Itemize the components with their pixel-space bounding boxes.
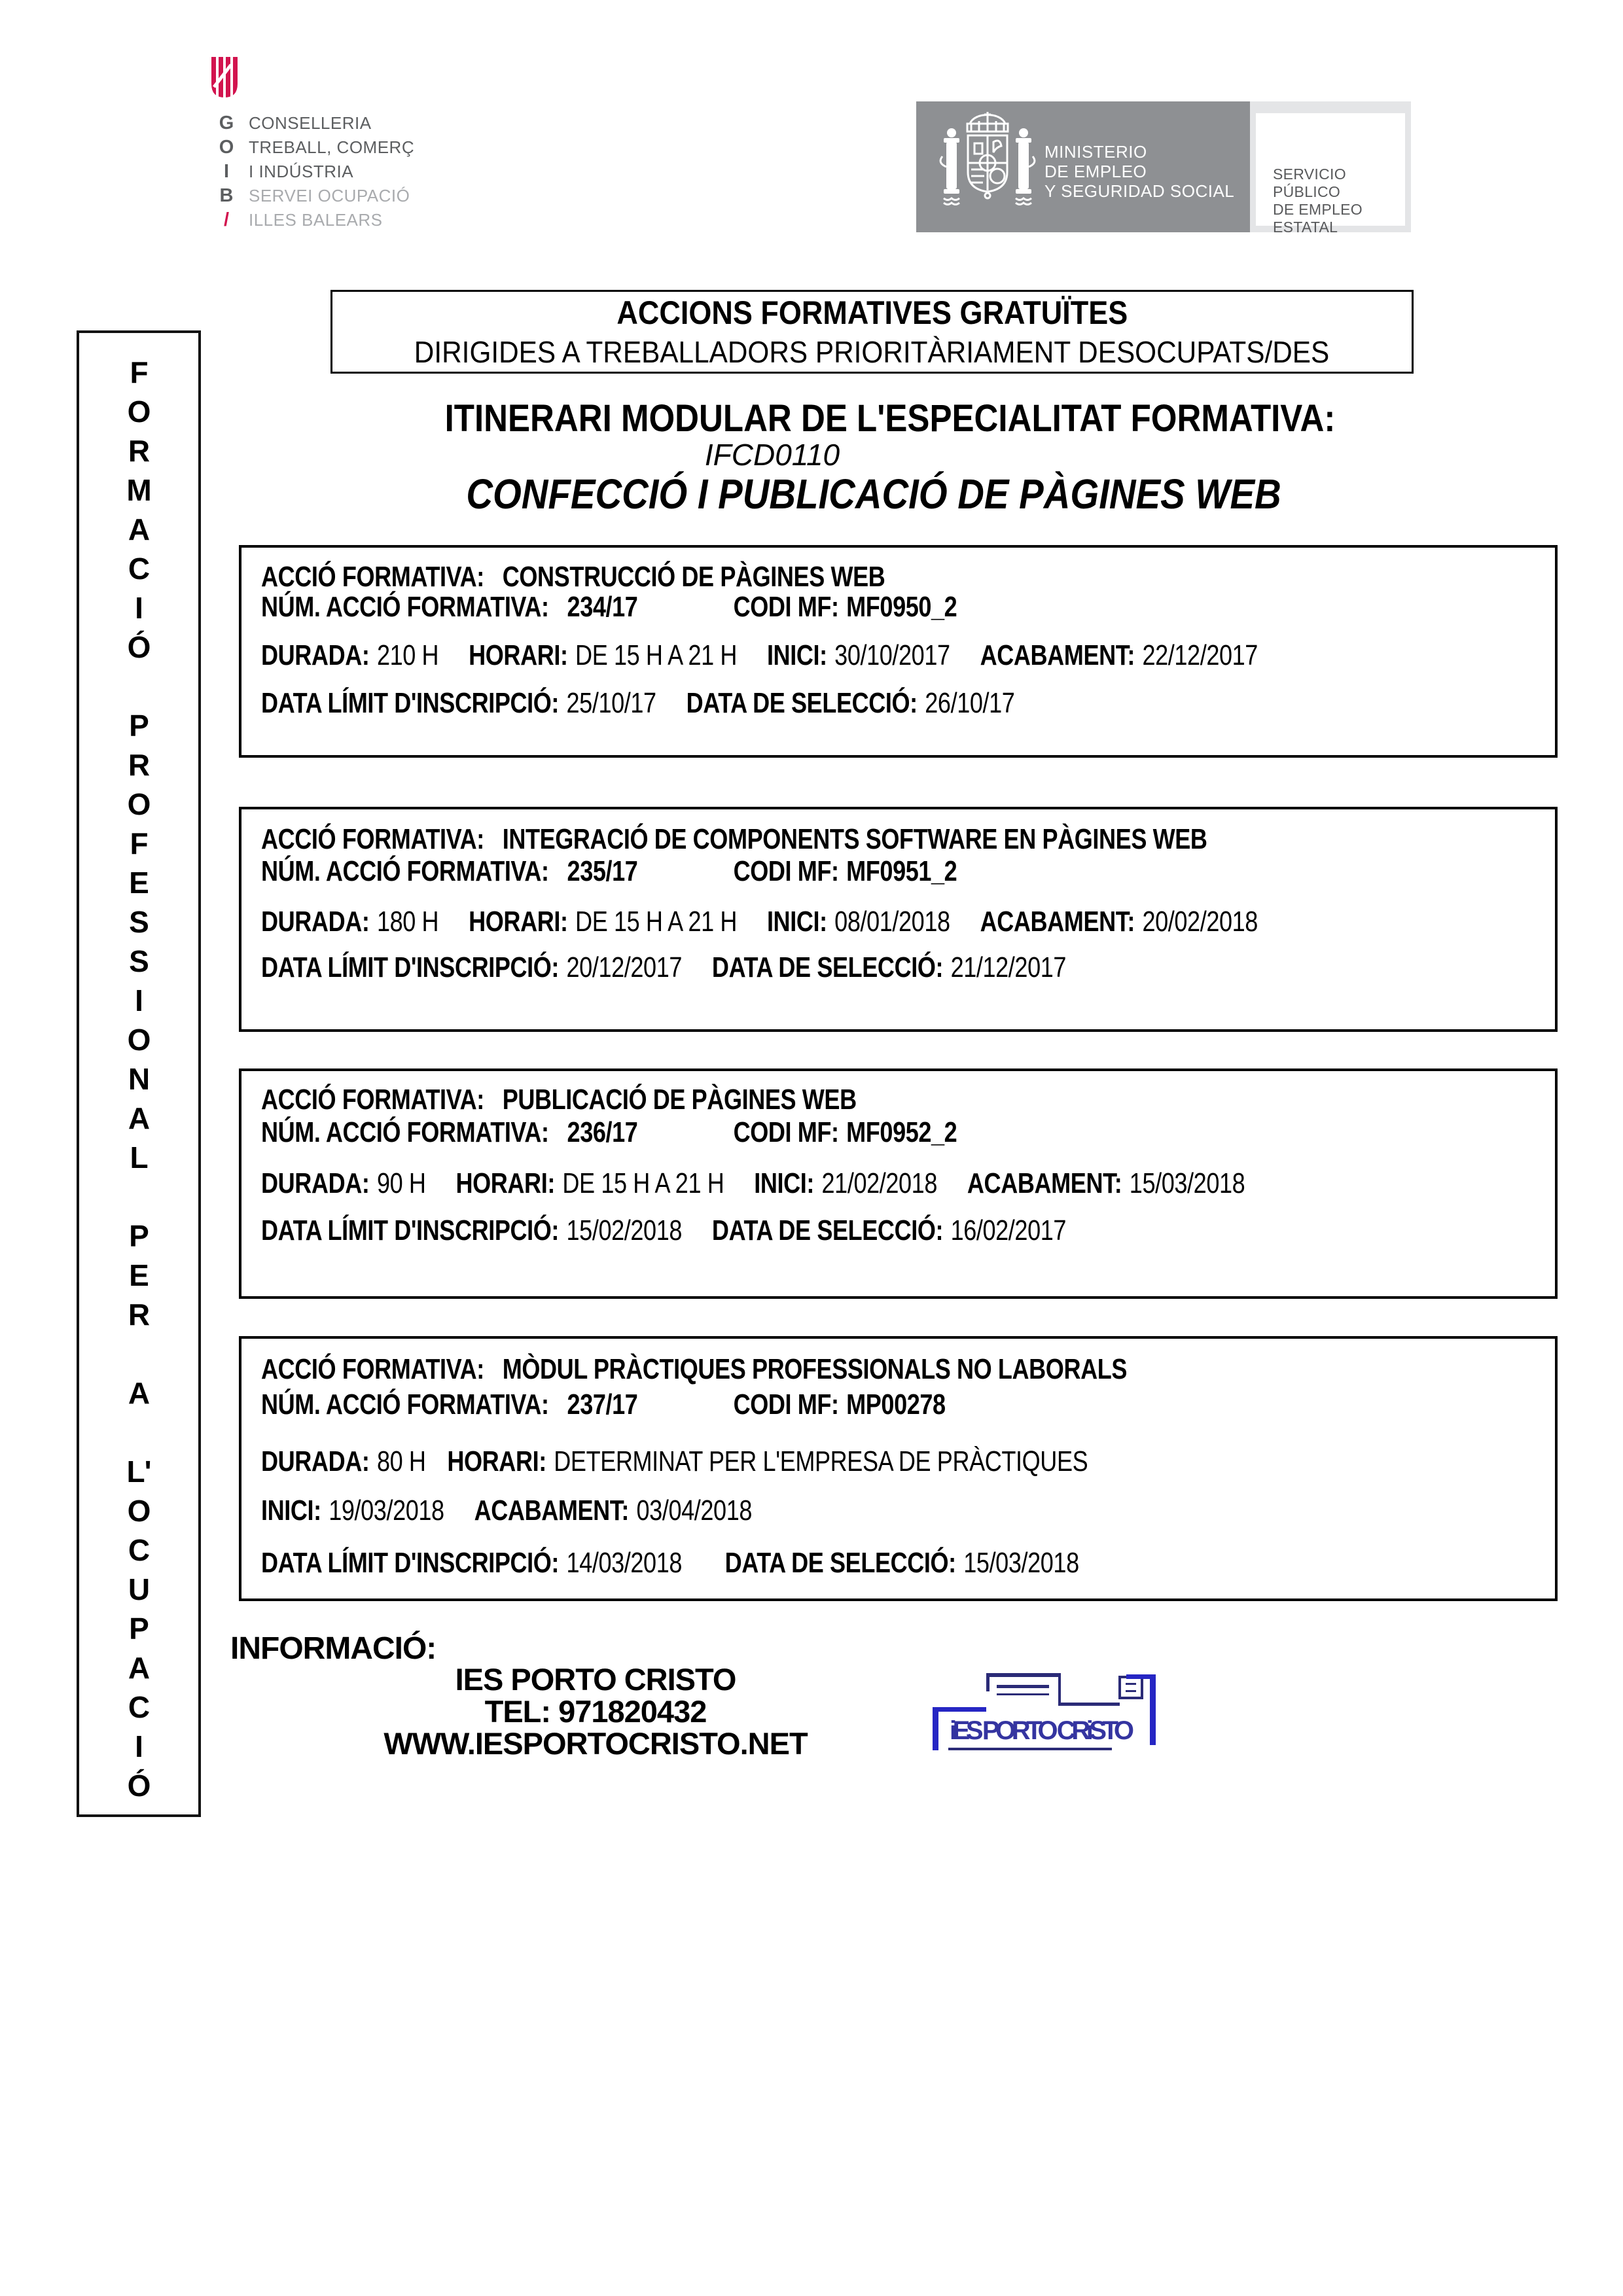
sidebar-letter: S [129,944,149,978]
ies-logo-text: iES PORTO CRiSTO [950,1716,1134,1745]
program-code: IFCD0110 [704,438,840,472]
goib-org-line: SERVEI OCUPACIÓ [249,186,410,205]
sidebar-letter: U [128,1572,150,1606]
info-contact-block [366,1663,825,1759]
inici-label: INICI: [261,1494,321,1527]
durada-label: DURADA: [261,1445,370,1477]
horari-value: DE 15 H A 21 H [575,906,738,938]
sidebar-letter: R [128,748,150,782]
course-num-row [261,856,957,887]
data-limit-value: 15/02/2018 [566,1214,683,1246]
sidebar-letter: F [130,355,148,389]
banner-title: ACCIONS FORMATIVES GRATUÏTES [616,294,1128,331]
sidebar-letter: C [128,1690,150,1724]
sidebar-letter: R [128,434,150,468]
program-name: CONFECCIÓ I PUBLICACIÓ DE PÀGINES WEB [466,470,1281,518]
inici-value: 08/01/2018 [834,906,950,938]
course-dates-row [261,952,1066,983]
data-limit-label: DATA LÍMIT D'INSCRIPCIÓ: [261,687,560,719]
horari-value: DE 15 H A 21 H [562,1167,724,1199]
inici-value: 30/10/2017 [834,639,950,671]
inici-label: INICI: [754,1167,815,1199]
course-num-row [261,1389,946,1421]
course-box-3 [239,1069,1558,1299]
durada-label: DURADA: [261,1167,370,1199]
course-num-row [261,1117,957,1148]
data-seleccio-label: DATA DE SELECCIÓ: [711,951,944,983]
goib-org-line: TREBALL, COMERÇ [249,137,415,157]
course-schedule-row [261,640,1258,671]
sidebar-letter: R [128,1298,150,1332]
data-limit-value: 14/03/2018 [566,1547,683,1579]
sidebar-letter: A [128,1101,150,1135]
inici-value: 19/03/2018 [329,1494,444,1527]
num-accio-label: NÚM. ACCIÓ FORMATIVA: [261,591,549,623]
durada-value: 90 H [376,1167,426,1199]
goib-slash-icon: / [223,209,230,230]
accio-formativa-value: PUBLICACIÓ DE PÀGINES WEB [502,1084,857,1116]
sidebar-letter: C [128,1533,150,1567]
goib-row [213,111,414,135]
ies-porto-cristo-logo [926,1665,1168,1763]
codi-mf-label: CODI MF: [733,855,839,887]
goib-row [213,184,414,208]
goib-row [213,160,414,184]
sidebar-letter: P [129,1219,149,1253]
acabament-value: 22/12/2017 [1142,639,1258,671]
banner-subtitle: DIRIGIDES A TREBALLADORS PRIORITÀRIAMENT DESOCUPATS/DES [414,335,1330,369]
goib-org-line: CONSELLERIA [249,113,372,133]
data-seleccio-value: 26/10/17 [925,687,1015,719]
accio-formativa-label: ACCIÓ FORMATIVA: [261,823,484,855]
inici-label: INICI: [766,906,827,938]
accio-formativa-value: MÒDUL PRÀCTIQUES PROFESSIONALS NO LABORALS [502,1353,1128,1385]
ministry-name-line: Y SEGURIDAD SOCIAL [1044,181,1235,201]
sidebar-letter: Ó [127,1769,151,1803]
sidebar-letter: O [127,395,151,429]
codi-mf-label: CODI MF: [733,1388,839,1421]
acabament-label: ACABAMENT: [967,1167,1122,1199]
goib-acronym-letter: G [219,113,234,133]
data-limit-label: DATA LÍMIT D'INSCRIPCIÓ: [261,1547,560,1579]
goib-org-line: ILLES BALEARS [249,210,383,230]
sepe-badge [1250,101,1411,236]
codi-mf-value: MF0950_2 [846,591,957,623]
course-box-1 [239,545,1558,758]
goib-acronym-letter: O [219,137,234,158]
acabament-label: ACABAMENT: [980,639,1135,671]
goib-text-block [213,111,414,232]
horari-value: DETERMINAT PER L'EMPRESA DE PRÀCTIQUES [554,1445,1088,1477]
accio-formativa-label: ACCIÓ FORMATIVA: [261,1084,484,1116]
durada-value: 210 H [376,639,439,671]
goib-acronym-letter: I [223,161,230,182]
codi-mf-value: MP00278 [846,1388,946,1421]
sidebar-letter: I [135,983,143,1017]
acabament-value: 15/03/2018 [1129,1167,1245,1199]
horari-value: DE 15 H A 21 H [575,639,738,671]
inici-label: INICI: [766,639,827,671]
sidebar-letter: M [126,473,151,507]
codi-mf-label: CODI MF: [733,591,839,623]
accio-formativa-label: ACCIÓ FORMATIVA: [261,1353,484,1385]
sepe-badge-panel [1256,113,1405,236]
data-seleccio-value: 15/03/2018 [963,1547,1079,1579]
data-limit-label: DATA LÍMIT D'INSCRIPCIÓ: [261,1214,560,1246]
ministry-name-line: MINISTERIO [1044,142,1147,162]
info-center-name: IES PORTO CRISTO [455,1662,736,1697]
data-limit-value: 25/10/17 [566,687,656,719]
sepe-name-line: SERVICIO PÚBLICO [1273,166,1346,200]
codi-mf-label: CODI MF: [733,1116,839,1148]
course-dates-row [261,1215,1066,1246]
data-limit-value: 20/12/2017 [566,951,683,983]
ministry-name [1044,142,1234,201]
sidebar-letter: S [129,905,149,939]
horari-label: HORARI: [455,1167,555,1199]
sidebar-letter: A [128,512,150,546]
course-title-row [261,1084,857,1116]
num-accio-label: NÚM. ACCIÓ FORMATIVA: [261,1116,549,1148]
accio-formativa-value: INTEGRACIÓ DE COMPONENTS SOFTWARE EN PÀGINES WEB [502,823,1207,855]
ministry-logo [916,101,1250,232]
vertical-sidebar [77,330,201,1817]
sidebar-letter: L [130,1140,148,1174]
durada-label: DURADA: [261,639,370,671]
acabament-value: 20/02/2018 [1142,906,1258,938]
sepe-name [1273,166,1405,236]
sidebar-letter: O [127,1023,151,1057]
sidebar-letter: I [135,1729,143,1763]
info-tel: TEL: 971820432 [484,1694,707,1729]
program-title: ITINERARI MODULAR DE L'ESPECIALITAT FORMATIVA: [444,397,1336,440]
spain-coat-of-arms-icon [938,109,1037,221]
data-seleccio-label: DATA DE SELECCIÓ: [686,687,918,719]
data-seleccio-label: DATA DE SELECCIÓ: [724,1547,956,1579]
num-accio-label: NÚM. ACCIÓ FORMATIVA: [261,855,549,887]
num-accio-label: NÚM. ACCIÓ FORMATIVA: [261,1388,549,1421]
course-inici-row [261,1495,752,1527]
data-seleccio-value: 16/02/2017 [950,1214,1067,1246]
goib-row [213,208,414,232]
course-dates-row [261,1547,1079,1579]
sidebar-letter: A [128,1376,150,1410]
sidebar-letter: L' [126,1455,151,1489]
num-accio-value: 236/17 [567,1116,638,1148]
sidebar-letter: P [129,1612,149,1646]
sidebar-letter: E [129,1258,149,1292]
sidebar-letters [79,333,198,1805]
course-num-row [261,592,957,623]
sidebar-letter: C [128,552,150,586]
num-accio-value: 235/17 [567,855,638,887]
data-seleccio-label: DATA DE SELECCIÓ: [711,1214,944,1246]
course-dates-row [261,688,1014,719]
info-label: INFORMACIÓ: [230,1631,437,1666]
acabament-label: ACABAMENT: [980,906,1135,938]
goib-row [213,135,414,160]
durada-value: 180 H [376,906,439,938]
sidebar-letter: E [129,866,149,900]
sidebar-letter: O [127,787,151,821]
horari-label: HORARI: [469,906,568,938]
acabament-value: 03/04/2018 [636,1494,753,1527]
goib-shield-icon [211,56,238,98]
sidebar-letter: P [129,709,149,743]
inici-value: 21/02/2018 [821,1167,937,1199]
horari-label: HORARI: [469,639,568,671]
goib-org-line: I INDÚSTRIA [249,162,354,181]
data-limit-label: DATA LÍMIT D'INSCRIPCIÓ: [261,951,560,983]
codi-mf-value: MF0952_2 [846,1116,957,1148]
data-seleccio-value: 21/12/2017 [950,951,1067,983]
goib-acronym-letter: B [219,185,234,206]
ministry-name-line: DE EMPLEO [1044,162,1147,181]
acabament-label: ACABAMENT: [474,1494,630,1527]
num-accio-value: 237/17 [567,1388,638,1421]
course-title-row [261,1354,1127,1385]
sidebar-letter: A [128,1651,150,1685]
sidebar-letter: O [127,1494,151,1528]
horari-label: HORARI: [447,1445,546,1477]
num-accio-value: 234/17 [567,591,638,623]
sepe-name-line: DE EMPLEO ESTATAL [1273,201,1363,236]
codi-mf-value: MF0951_2 [846,855,957,887]
course-box-4 [239,1336,1558,1601]
course-schedule-row [261,906,1258,938]
course-schedule-row [261,1446,1088,1477]
course-title-row [261,561,885,593]
course-title-row [261,824,1207,855]
course-box-2 [239,807,1558,1032]
sidebar-letter: I [135,591,143,625]
sidebar-letter: Ó [127,630,151,664]
accio-formativa-value: CONSTRUCCIÓ DE PÀGINES WEB [502,561,885,593]
durada-label: DURADA: [261,906,370,938]
sidebar-letter: F [130,826,148,860]
accio-formativa-label: ACCIÓ FORMATIVA: [261,561,484,593]
banner-box [330,290,1414,374]
durada-value: 80 H [376,1445,426,1477]
course-schedule-row [261,1168,1245,1199]
sidebar-letter: N [128,1062,150,1096]
info-web: WWW.IESPORTOCRISTO.NET [383,1726,808,1761]
